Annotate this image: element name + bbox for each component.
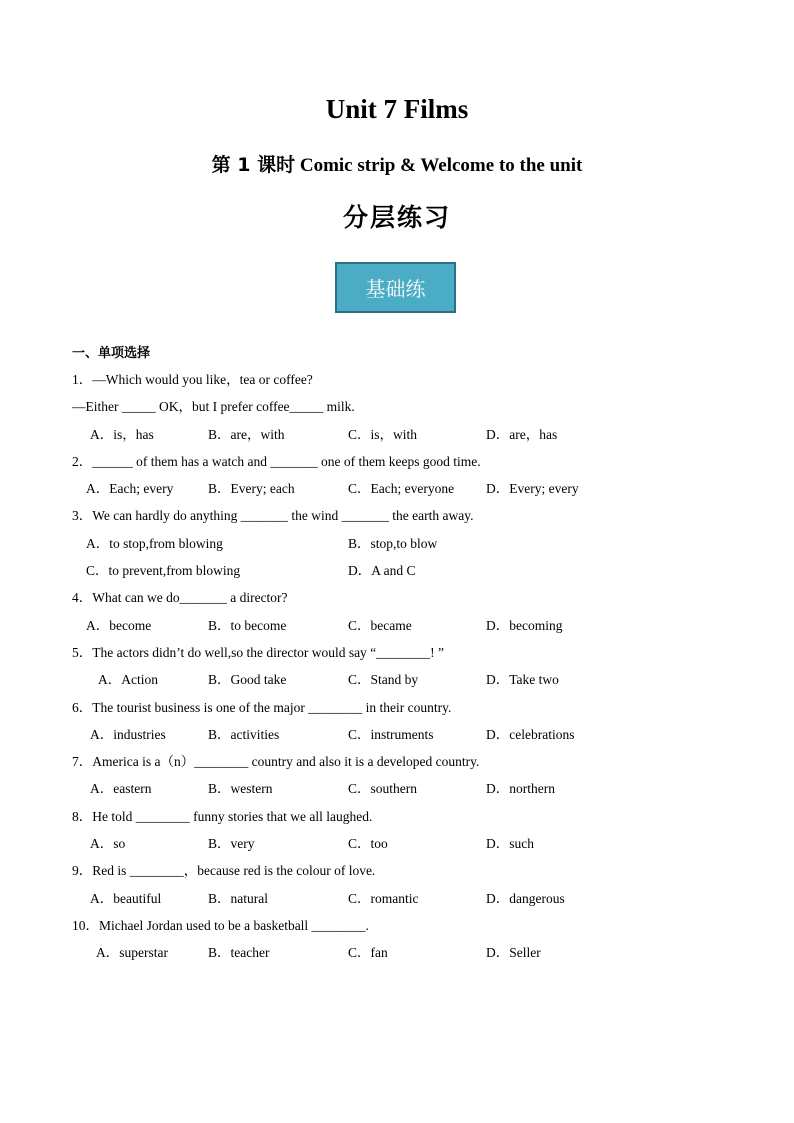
options-row bbox=[72, 830, 732, 857]
question-stem: 5．The actors didn’t do well,so the director would say “________! ” bbox=[72, 644, 445, 660]
question-8 bbox=[72, 803, 732, 858]
option-c: C．Each; everyone bbox=[348, 481, 455, 497]
option-c: C．fan bbox=[348, 945, 388, 961]
question-stem: 9．Red is ________，because red is the colour of love. bbox=[72, 863, 376, 879]
options-row bbox=[72, 557, 732, 584]
option-b: B．Good take bbox=[208, 672, 287, 688]
question-7 bbox=[72, 748, 732, 803]
option-c: C．became bbox=[348, 617, 412, 633]
option-d: D．are，has bbox=[486, 426, 558, 442]
option-a: A．beautiful bbox=[90, 890, 162, 906]
option-b: B．activities bbox=[208, 726, 280, 742]
options-row bbox=[72, 530, 732, 557]
lesson-topic: Comic strip & Welcome to the unit bbox=[299, 155, 583, 176]
question-3 bbox=[72, 502, 732, 584]
option-a: A．Each; every bbox=[86, 481, 174, 497]
level-badge: 基础练 bbox=[335, 262, 456, 313]
option-a: A．industries bbox=[90, 726, 166, 742]
question-stem: 10．Michael Jordan used to be a basketball ________. bbox=[72, 917, 369, 933]
question-list bbox=[72, 366, 732, 967]
option-b: B．western bbox=[208, 781, 273, 797]
option-a: A．eastern bbox=[90, 781, 152, 797]
option-a: A．to stop,from blowing bbox=[86, 535, 223, 551]
option-b: B．teacher bbox=[208, 945, 270, 961]
unit-title: Unit 7 Films bbox=[325, 94, 469, 124]
question-6 bbox=[72, 694, 732, 749]
option-c: C．too bbox=[348, 836, 388, 852]
question-9 bbox=[72, 857, 732, 912]
question-stem: 8．He told ________ funny stories that we all laughed. bbox=[72, 808, 373, 824]
options-row bbox=[72, 775, 732, 802]
lesson-subtitle bbox=[0, 150, 794, 177]
options-row bbox=[72, 939, 732, 966]
option-a: A．so bbox=[90, 836, 126, 852]
question-2 bbox=[72, 448, 732, 503]
question-stem: 3．We can hardly do anything _______ the wind _______ the earth away. bbox=[72, 508, 474, 524]
question-5 bbox=[72, 639, 732, 694]
option-a: A．become bbox=[86, 617, 152, 633]
option-c: C．southern bbox=[348, 781, 417, 797]
option-b: B．stop,to blow bbox=[348, 535, 438, 551]
option-b: B．to become bbox=[208, 617, 287, 633]
option-b: B．Every; each bbox=[208, 481, 295, 497]
options-row bbox=[72, 721, 732, 748]
question-1 bbox=[72, 366, 732, 448]
option-d: D．northern bbox=[486, 781, 555, 797]
options-row bbox=[72, 666, 732, 693]
option-c: C．instruments bbox=[348, 726, 434, 742]
option-d: D．A and C bbox=[348, 563, 416, 579]
question-10 bbox=[72, 912, 732, 967]
question-stem: 4．What can we do_______ a director? bbox=[72, 590, 288, 606]
option-d: D．becoming bbox=[486, 617, 563, 633]
question-stem: 1．—Which would you like，tea or coffee? bbox=[72, 372, 313, 387]
question-stem: 6．The tourist business is one of the major ________ in their country. bbox=[72, 699, 452, 715]
options-row bbox=[72, 612, 732, 639]
option-d: D．Every; every bbox=[486, 481, 579, 497]
option-a: A．superstar bbox=[96, 945, 168, 961]
option-a: A．Action bbox=[98, 672, 158, 688]
options-row bbox=[72, 885, 732, 912]
option-b: B．very bbox=[208, 836, 255, 852]
option-d: D．celebrations bbox=[486, 726, 575, 742]
option-b: B．are，with bbox=[208, 426, 285, 442]
practice-heading: 分层练习 bbox=[342, 203, 451, 232]
options-row bbox=[72, 475, 732, 502]
option-b: B．natural bbox=[208, 890, 268, 906]
option-c: C．to prevent,from blowing bbox=[86, 563, 241, 579]
question-stem-continued: —Either _____ OK，but I prefer coffee_____ milk. bbox=[72, 399, 355, 415]
section-title: 一、单项选择 bbox=[72, 346, 151, 361]
option-c: C．Stand by bbox=[348, 672, 419, 688]
options-row bbox=[72, 421, 732, 448]
question-stem: 2．______ of them has a watch and _______ one of them keeps good time. bbox=[72, 453, 481, 469]
option-a: A．is，has bbox=[90, 426, 154, 442]
option-c: C．is，with bbox=[348, 426, 418, 442]
option-d: D．dangerous bbox=[486, 890, 565, 906]
lesson-number: 第 1 课时 bbox=[211, 154, 296, 176]
option-c: C．romantic bbox=[348, 890, 419, 906]
option-d: D．Take two bbox=[486, 672, 559, 688]
question-4 bbox=[72, 584, 732, 639]
question-stem: 7．America is a（n）________ country and also it is a developed country. bbox=[72, 754, 480, 770]
option-d: D．such bbox=[486, 836, 534, 852]
option-d: D．Seller bbox=[486, 945, 541, 961]
